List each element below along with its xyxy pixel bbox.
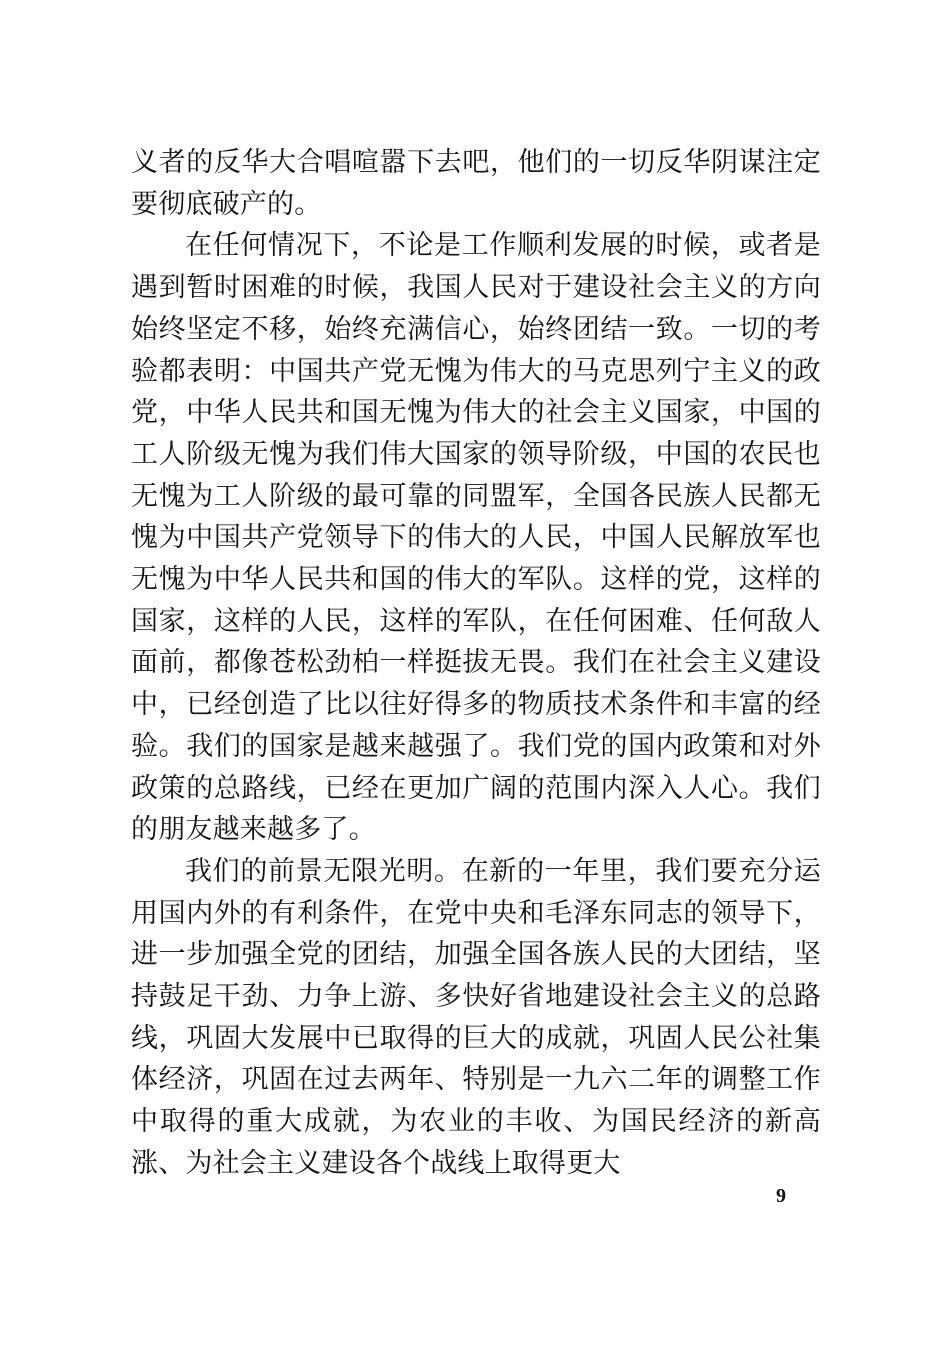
body-text: [131, 142, 821, 1185]
page-number: 9: [776, 1185, 786, 1207]
paragraph: 在任何情况下，不论是工作顺利发展的时候，或者是遇到暂时困难的时候，我国人民对于建设社会主义的方向始终坚定不移，始终充满信心，始终团结一致。一切的考验都表明：中国共产党无愧为伟大的马克思列宁主义的政党，中华人民共和国无愧为伟大的社会主义国家，中国的工人阶级无愧为我们伟大国家的领导阶级，中国的农民也无愧为工人阶级的最可靠的同盟军，全国各民族人民都无愧为中国共产党领导下的伟大的人民，中国人民解放军也无愧为中华人民共和国的伟大的军队。这样的党，这样的国家，这样的人民，这样的军队，在任何困难、任何敌人面前，都像苍松劲柏一样挺拔无畏。我们在社会主义建设中，已经创造了比以往好得多的物质技术条件和丰富的经验。我们的国家是越来越强了。我们党的国内政策和对外政策的总路线，已经在更加广阔的范围内深入人心。我们的朋友越来越多了。: [131, 230, 821, 846]
paragraph: 我们的前景无限光明。在新的一年里，我们要充分运用国内外的有利条件，在党中央和毛泽东同志的领导下，进一步加强全党的团结，加强全国各族人民的大团结，坚持鼓足干劲、力争上游、多快好省地建设社会主义的总路线，巩固大发展中已取得的巨大的成就，巩固人民公社集体经济，巩固在过去两年、特别是一九六二年的调整工作中取得的重大成就，为农业的丰收、为国民经济的新高涨、为社会主义建设各个战线上取得更大: [131, 855, 821, 1179]
paragraph-continued: 义者的反华大合唱喧嚣下去吧，他们的一切反华阴谋注定要彻底破产的。: [131, 147, 821, 220]
